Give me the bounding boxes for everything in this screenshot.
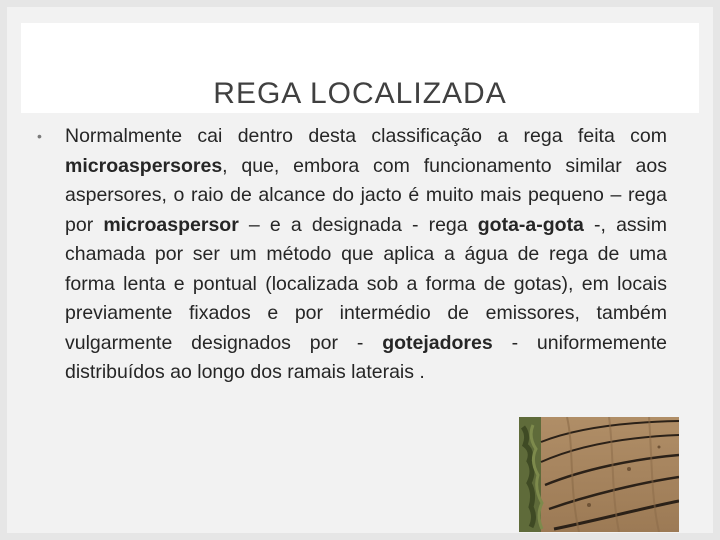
term-microaspersor: microaspersor bbox=[103, 213, 239, 236]
slide-title: REGA LOCALIZADA bbox=[213, 77, 507, 110]
drip-irrigation-photo bbox=[519, 417, 679, 532]
term-microaspersores: microaspersores bbox=[65, 154, 223, 177]
term-gotejadores: gotejadores bbox=[382, 331, 493, 354]
text-part-3: – e a designada - rega bbox=[238, 213, 478, 236]
drip-irrigation-field-icon bbox=[519, 417, 679, 532]
text-part-1: Normalmente cai dentro desta classificação a rega feita com bbox=[65, 125, 667, 147]
text-part-2: , que, embora com funcionamento similar aos aspersores, o raio de alcance do jacto é muito mais pequeno – rega por bbox=[65, 154, 667, 236]
bullet-icon: • bbox=[37, 128, 42, 144]
slide bbox=[7, 7, 713, 533]
title-box bbox=[21, 23, 699, 113]
text-part-4: -, assim chamada por ser um método que aplica a água de rega de uma forma lenta e pontual (localizada sob a forma de gotas), em locais previamente fixados e por intermédio de emissores, também vulgarmente designados por - bbox=[65, 213, 667, 354]
paragraph bbox=[65, 122, 667, 388]
text-part-5: - uniformemente distribuídos ao longo dos ramais laterais . bbox=[65, 331, 667, 383]
term-gota-a-gota: gota-a-gota bbox=[477, 213, 584, 236]
body-text bbox=[37, 122, 667, 388]
